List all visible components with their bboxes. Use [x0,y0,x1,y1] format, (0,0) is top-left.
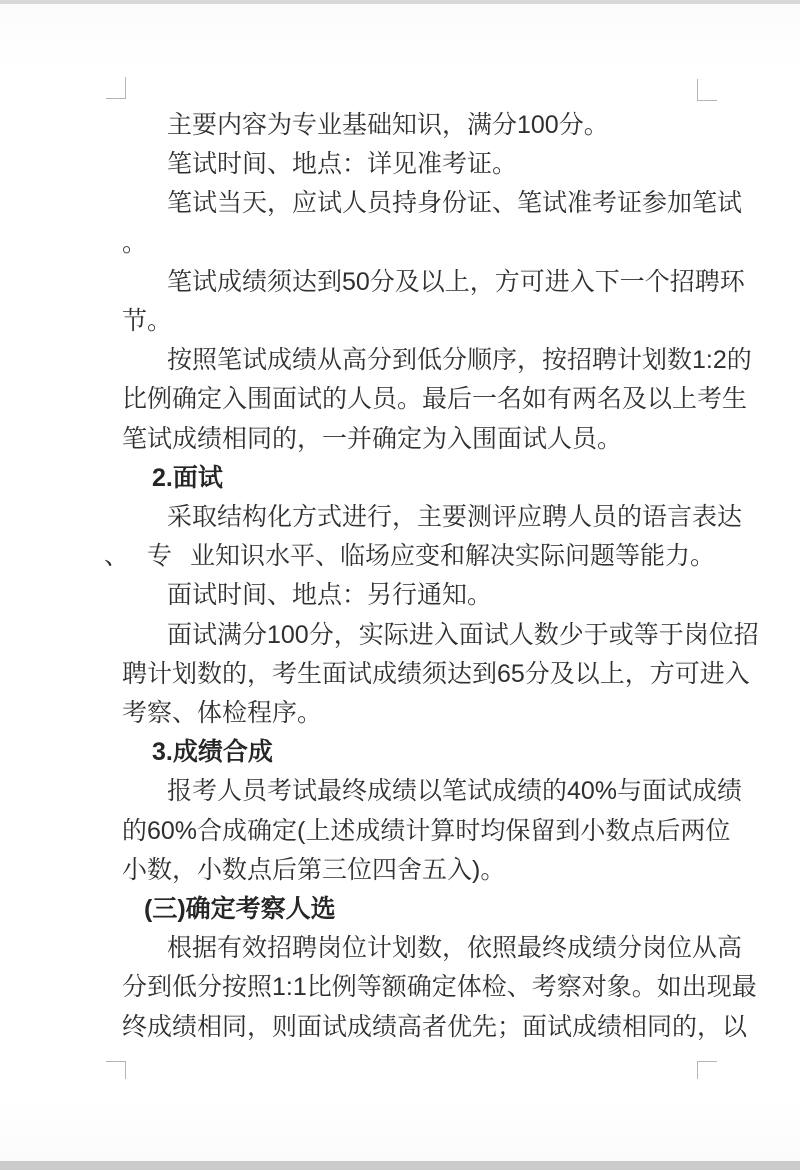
text-boundary-mark-bottom-right-icon [697,1061,717,1079]
text-line: 采取结构化方式进行，主要测评应聘人员的语言表达 [167,503,743,532]
text-line: 2.面试 [152,463,223,492]
text-boundary-mark-top-right-icon [697,79,717,101]
text-line: 考察、体检程序。 [122,699,323,728]
text-line: 报考人员考试最终成绩以笔试成绩的40%与面试成绩 [167,777,743,806]
text-line: 面试满分100分，实际进入面试人数少于或等于岗位招 [167,620,759,649]
text-line: 笔试时间、地点：详见准考证。 [167,150,518,179]
text-line: (三)确定考察人选 [144,895,336,924]
text-line: 终成绩相同，则面试成绩高者优先；面试成绩相同的，以 [122,1012,748,1041]
text-line: 按照笔试成绩从高分到低分顺序，按招聘计划数1:2的 [167,346,752,375]
text-line: 面试时间、地点：另行通知。 [167,581,493,610]
text-line: 笔试成绩须达到50分及以上，方可进入下一个招聘环 [167,267,745,296]
text-boundary-mark-top-left-icon [106,77,126,99]
document-body [0,106,800,1047]
text-line: 。 [122,228,148,257]
text-line: 笔试成绩相同的，一并确定为入围面试人员。 [122,424,623,453]
text-line: 分到低分按照1:1比例等额确定体检、考察对象。如出现最 [122,973,757,1002]
text-line: 3.成绩合成 [152,738,273,767]
text-line: 比例确定入围面试的人员。最后一名如有两名及以上考生 [122,385,748,414]
text-line: 主要内容为专业基础知识，满分100分。 [167,111,609,139]
text-boundary-mark-bottom-left-icon [106,1061,126,1079]
text-line: 小数，小数点后第三位四舍五入)。 [122,855,506,884]
text-line: 、专业知识水平、临场应变和解决实际问题等能力。 [104,542,716,571]
bottom-edge-bar [0,1161,800,1170]
text-line: 的60%合成确定(上述成绩计算时均保留到小数点后两位 [122,816,731,845]
text-line: 节。 [122,307,173,336]
text-line: 根据有效招聘岗位计划数，依照最终成绩分岗位从高 [167,934,743,963]
text-line: 笔试当天，应试人员持身份证、笔试准考证参加笔试 [167,189,743,218]
text-line: 聘计划数的，考生面试成绩须达到65分及以上，方可进入 [122,659,750,688]
top-edge-bar [0,0,800,4]
